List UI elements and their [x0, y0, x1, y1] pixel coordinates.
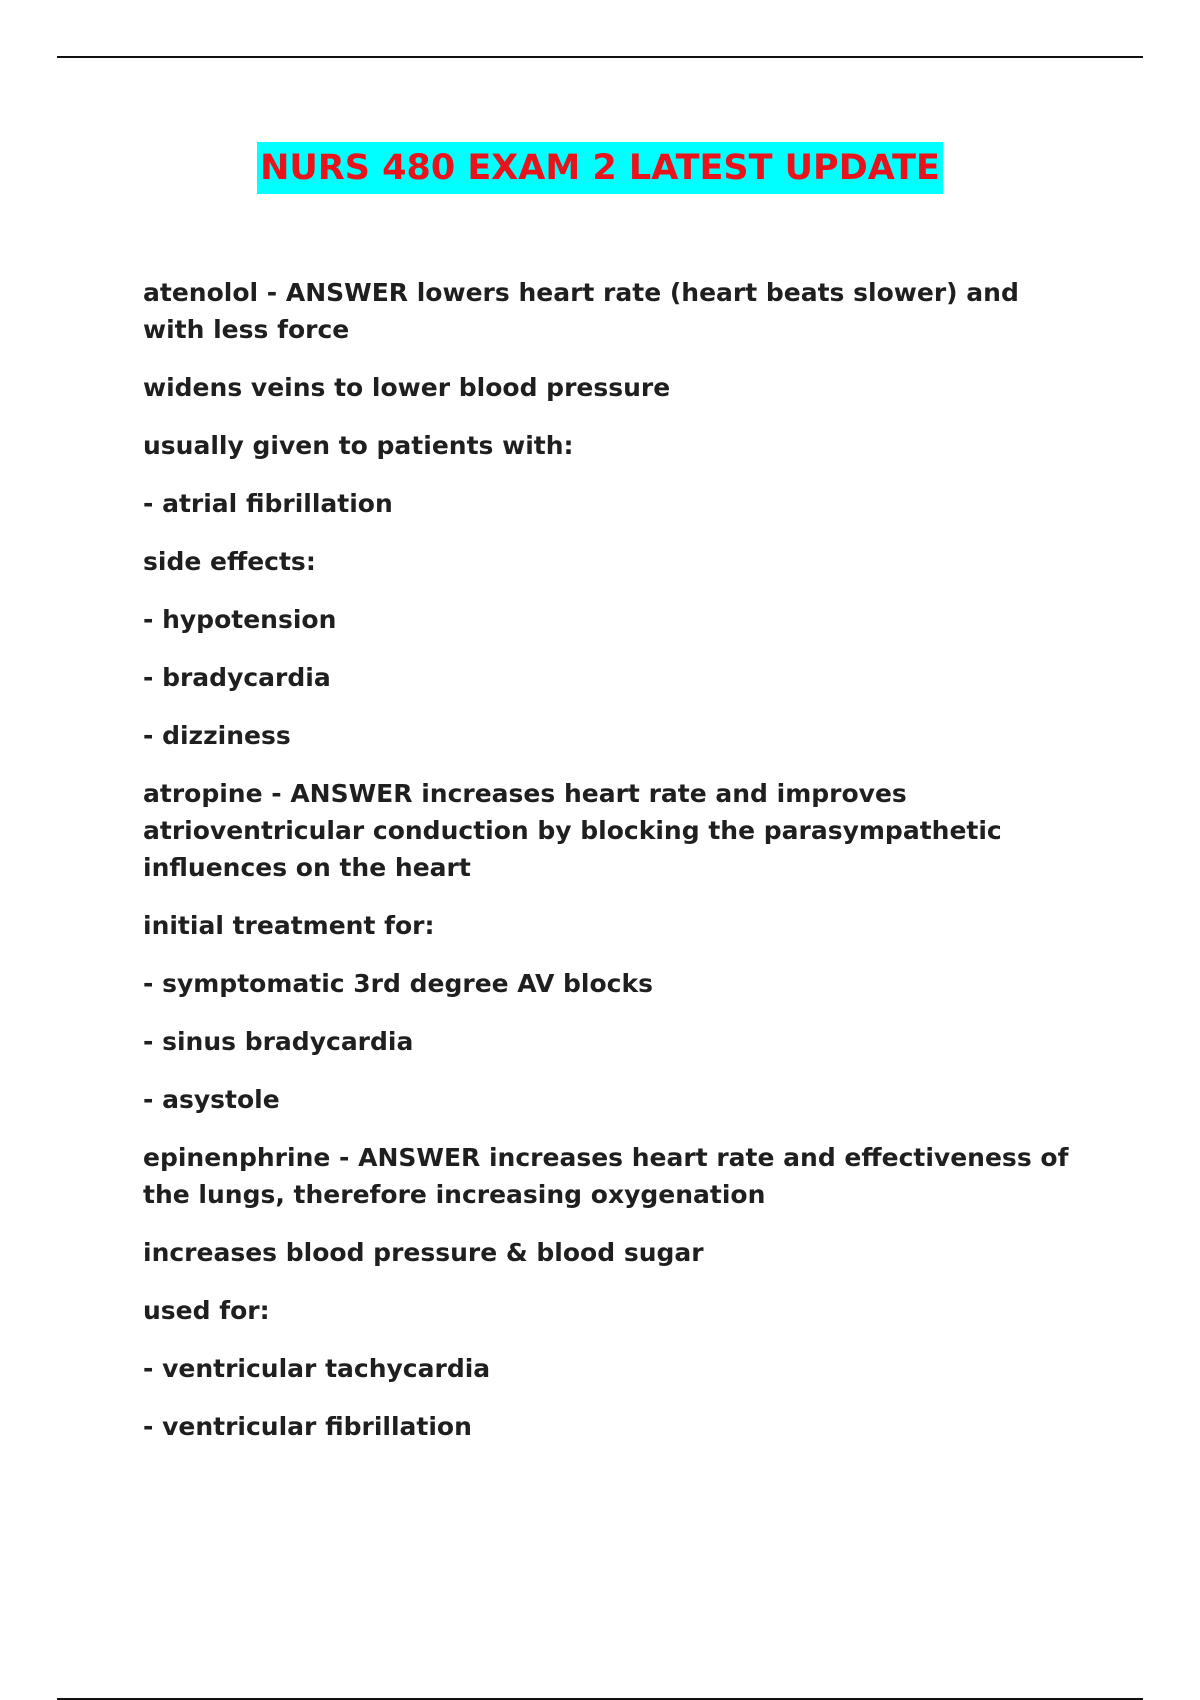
paragraph-atropine: atropine - ANSWER increases heart rate and improves atrioventricular conduction by blocking the parasympathetic influences on the heart — [143, 779, 1002, 882]
paragraph-epinephrine: epinenphrine - ANSWER increases heart rate and effectiveness of the lungs, therefore increasing oxygenation — [143, 1143, 1069, 1209]
header-rule — [57, 56, 1143, 58]
paragraph-side-effects: side effects: — [143, 547, 316, 576]
list-item-atrial-fibrillation: - atrial fibrillation — [143, 489, 393, 518]
paragraph-widens-veins: widens veins to lower blood pressure — [143, 373, 671, 402]
list-item-av-blocks: - symptomatic 3rd degree AV blocks — [143, 969, 653, 998]
list-item-ventricular-fibrillation: - ventricular fibrillation — [143, 1412, 472, 1441]
list-item-ventricular-tachycardia: - ventricular tachycardia — [143, 1354, 491, 1383]
document-body — [143, 274, 1073, 1466]
paragraph-used-for: used for: — [143, 1296, 270, 1325]
title-container — [0, 142, 1200, 194]
list-item-dizziness: - dizziness — [143, 721, 291, 750]
list-item-asystole: - asystole — [143, 1085, 280, 1114]
document-title: NURS 480 EXAM 2 LATEST UPDATE — [257, 142, 943, 194]
paragraph-atenolol: atenolol - ANSWER lowers heart rate (heart beats slower) and with less force — [143, 278, 1019, 344]
paragraph-initial-treatment: initial treatment for: — [143, 911, 435, 940]
list-item-bradycardia: - bradycardia — [143, 663, 331, 692]
paragraph-usually-given: usually given to patients with: — [143, 431, 574, 460]
list-item-hypotension: - hypotension — [143, 605, 337, 634]
paragraph-increases-blood-pressure: increases blood pressure & blood sugar — [143, 1238, 704, 1267]
list-item-sinus-bradycardia: - sinus bradycardia — [143, 1027, 414, 1056]
